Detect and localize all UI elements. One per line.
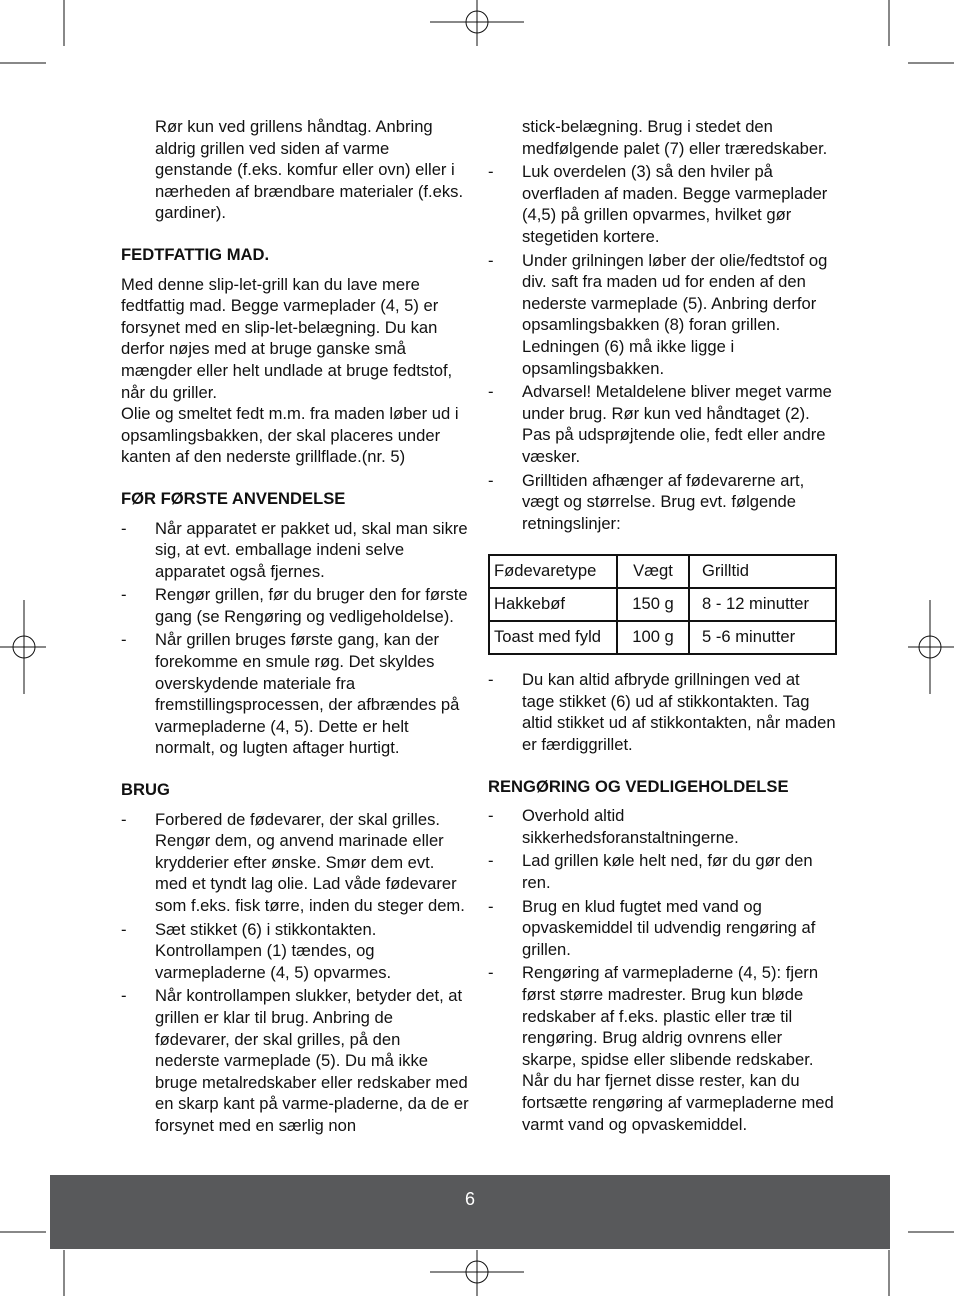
list-dash: - [488,382,494,402]
list-dash: - [488,250,494,270]
usage-continued: stick-belægning. Brug i stedet den medfølgende palet (7) eller træredskaber. [522,117,828,158]
table-row [489,621,836,654]
usage-list-continued [488,161,836,534]
registration-mark-right [908,600,954,694]
list-dash: - [121,919,127,939]
table-header-cell: Grilltid [689,555,836,588]
left-column [121,116,469,1139]
low-fat-paragraph-1: Med denne slip-let-grill kan du lave mere fedtfattig mad. Begge varmeplader (4, 5) er forsynet med en slip-let-belægning. Du kan derfor nøjes med at bruge ganske små mængder eller helt undlade at bruge fedtstof, når du griller. [121,274,453,402]
list-item: - Lad grillen køle helt ned, før du gør den ren. [488,851,813,893]
list-dash: - [121,809,127,829]
list-item: - Forbered de fødevarer, der skal grilles. Rengør dem, og anvend marinade eller krydderier efter ønske. Smør dem evt. med et tyndt lag olie. Lad våde fødevarer som f.eks. fisk tørre, inden du steger dem. [121,809,465,915]
list-dash: - [121,518,127,538]
list-dash: - [488,896,494,916]
list-item: - Brug en klud fugtet med vand og opvaskemiddel til udvendig rengøring af grillen. [488,896,816,959]
usage-list [121,809,469,1137]
list-item: - Når apparatet er pakket ud, skal man sikre sig, at evt. emballage indeni selve apparatet også fjernes. [121,518,468,581]
list-dash: - [121,630,127,650]
table-cell: 5 -6 minutter [689,621,836,654]
table-cell: 100 g [617,621,689,654]
usage-heading: BRUG [121,780,170,800]
list-item: - Når kontrollampen slukker, betyder det, at grillen er klar til brug. Anbring de fødevarer, der skal grilles, på den nederste varmeplade (5). Du må ikke bruge metalredskaber eller redskaber med en skarp kant på varme-pladerne, da de er forsynet med en særlig non [121,986,469,1135]
table-cell: Toast med fyld [489,621,617,654]
low-fat-paragraph-2: Olie og smeltet fedt m.m. fra maden løber ud i opsamlingsbakken, der skal placeres under kanten af den nederste grillflade.(nr. 5) [121,404,459,467]
list-item: - Advarsel! Metaldelene bliver meget varme under brug. Rør kun ved håndtaget (2). Pas på udsprøjtende olie, fedt eller andre væsker. [488,382,832,466]
list-dash: - [488,470,494,490]
grill-time-table [488,554,837,655]
list-item: - Luk overdelen (3) så den hviler på overfladen af maden. Begge varmeplader (4,5) på grillen opvarmes, hvilket gør stegetiden kortere. [488,162,828,246]
list-dash: - [121,585,127,605]
intro-continued: Rør kun ved grillens håndtag. Anbring aldrig grillen ved siden af varme genstande (f.eks. komfur eller ovn) eller i nærheden af brændbare materialer (f.eks. gardiner). [155,117,464,223]
table-row [489,588,836,621]
table-header-cell: Vægt [617,555,689,588]
page-number: 6 [464,1189,475,1209]
table-cell: 8 - 12 minutter [689,588,836,621]
list-dash: - [488,670,494,690]
list-item: - Når grillen bruges første gang, kan der forekomme en smule røg. Det skyldes overskydende materiale fra fremstillingsprocessen, der afbrændes på varmepladerne (4, 5). Dette er helt normalt, og lugten aftager hurtigt. [121,630,460,758]
list-dash: - [488,963,494,983]
first-use-list [121,518,469,760]
list-dash: - [121,986,127,1006]
list-item: - Rengør grillen, før du bruger den for første gang (se Rengøring og vedligeholdelse). [121,585,468,626]
registration-mark-bottom [430,1250,524,1296]
list-item: - Overhold altid sikkerhedsforanstaltningerne. [488,806,739,847]
list-dash: - [488,162,494,182]
list-item: - Under grilningen løber der olie/fedtstof og div. saft fra maden ud for enden af den nederste varmeplade (5). Anbring derfor opsamlingsbakken (8) foran grillen. Ledningen (6) må ikke ligge i opsamlingsbakken. [488,250,828,378]
table-cell: Hakkebøf [489,588,617,621]
list-item: - Grilltiden afhænger af fødevarerne art, vægt og størrelse. Brug evt. følgende retningslinjer: [488,470,805,533]
right-column [488,116,836,1137]
registration-mark-top [430,0,524,46]
table-cell: 150 g [617,588,689,621]
table-header-row [489,555,836,588]
list-item: - Rengøring af varmepladerne (4, 5): fjern først større madrester. Brug kun bløde redskaber af f.eks. plastic eller træ til rengøring. Brug aldrig ovnrens eller skarpe, spidse eller slibende redskaber. Når du har fjernet disse rester, kan du fortsætte rengøring af varmepladerne med varmt vand og opvaskemiddel. [488,963,834,1134]
cleaning-heading: RENGØRING OG VEDLIGEHOLDELSE [488,776,789,796]
table-header-cell: Fødevaretype [489,555,617,588]
registration-mark-left [0,600,46,694]
first-use-heading: FØR FØRSTE ANVENDELSE [121,488,346,508]
list-dash: - [488,806,494,826]
list-item: - Du kan altid afbryde grillningen ved at tage stikket (6) ud af stikkontakten. Tag altid stikket ud af stikkontakten, når maden er færdiggrillet. [488,670,836,755]
cleaning-list [488,805,836,1135]
list-item: - Sæt stikket (6) i stikkontakten. Kontrollampen (1) tændes, og varmepladerne (4, 5) opvarmes. [121,919,392,982]
list-dash: - [488,851,494,871]
page-footer [50,1175,890,1249]
low-fat-heading: FEDTFATTIG MAD. [121,244,270,264]
